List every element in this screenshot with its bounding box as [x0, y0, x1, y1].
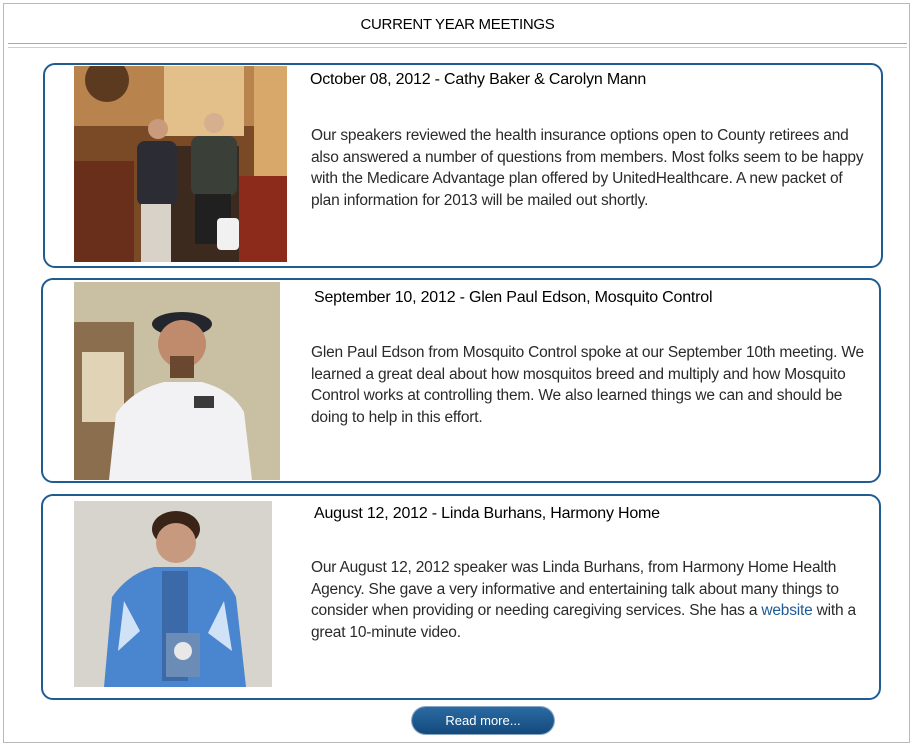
meeting-description [311, 557, 866, 643]
meeting-heading: September 10, 2012 - Glen Paul Edson, Mosquito Control [314, 289, 713, 306]
meeting-description-text: Our August 12, 2012 speaker was Linda Burhans, from Harmony Home Health Agency. She gave a very informative and entertaining talk about many things to consider when providing or needing caregiving services. She has a [311, 559, 839, 619]
website-link[interactable]: website [761, 602, 813, 619]
page-title: CURRENT YEAR MEETINGS [360, 16, 555, 33]
title-divider-secondary [8, 47, 907, 48]
meeting-heading: October 08, 2012 - Cathy Baker & Carolyn Mann [310, 71, 647, 88]
meeting-description-text-end: with a great 10-minute video. [311, 602, 856, 641]
meeting-photo [74, 282, 280, 480]
title-divider [8, 43, 907, 44]
meeting-description: Glen Paul Edson from Mosquito Control spoke at our September 10th meeting. We learned a great deal about how mosquitos breed and multiply and how Mosquito Control works at controlling them. We also learned things we can and should be doing to help in this effort. [311, 344, 864, 426]
meeting-heading: August 12, 2012 - Linda Burhans, Harmony Home [314, 505, 660, 522]
meeting-description: Our speakers reviewed the health insurance options open to County retirees and also answered a number of questions from members. Most folks seem to be happy with the Medicare Advantage plan offered by UnitedHealthcare. A new packet of plan information for 2013 will be mailed out shortly. [311, 127, 864, 209]
meeting-photo [74, 501, 272, 687]
read-more-button[interactable]: Read more... [412, 707, 554, 734]
meeting-photo [74, 66, 287, 262]
